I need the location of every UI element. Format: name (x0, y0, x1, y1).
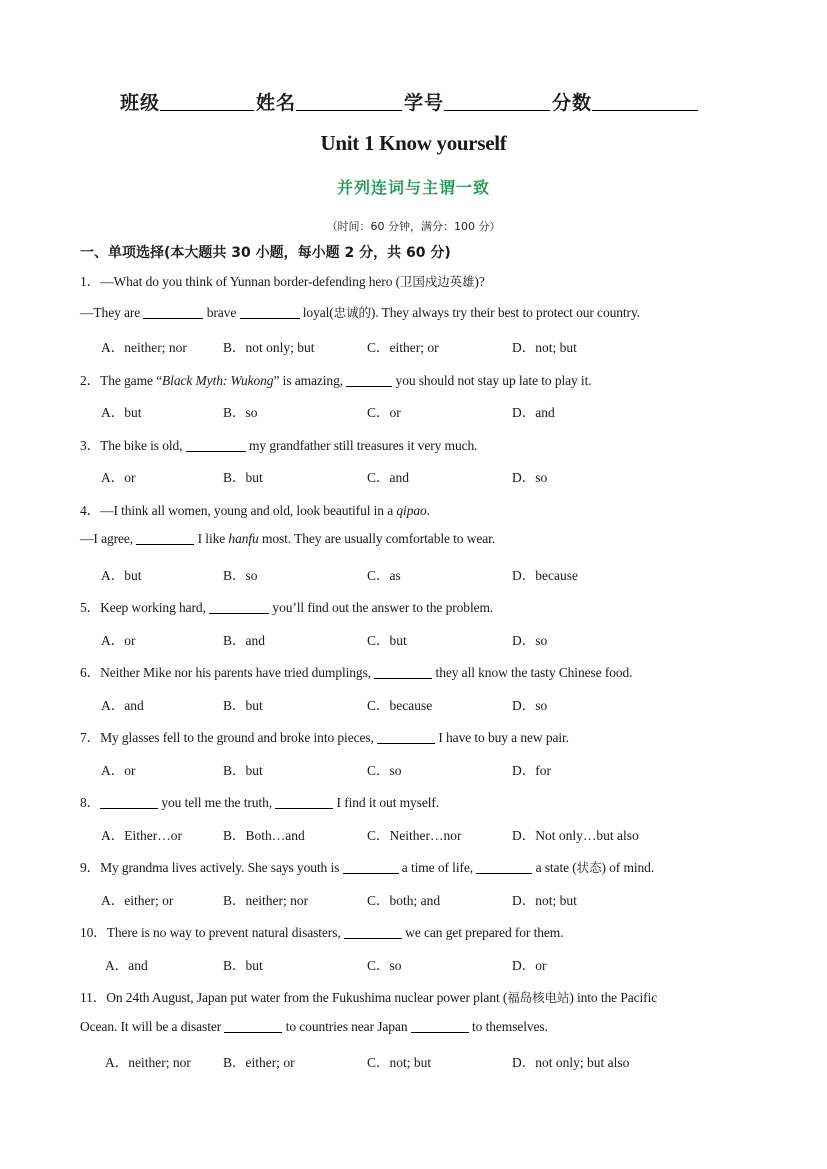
option-b[interactable]: B．so (223, 568, 258, 583)
option-b[interactable]: B．but (223, 470, 263, 485)
option-d[interactable]: D．or (512, 958, 547, 973)
answer-blank[interactable] (275, 796, 333, 809)
option-c[interactable]: C．Neither…nor (367, 828, 462, 843)
option-c[interactable]: C．but (367, 633, 407, 648)
question-1-line-1: 1．—What do you think of Yunnan border-defending hero (卫国戍边英雄)? (80, 274, 485, 289)
student-id-label: 学号 (404, 92, 445, 114)
option-d[interactable]: D．not only; but also (512, 1055, 630, 1070)
time-note: （时间：60 分钟，满分：100 分） (326, 220, 501, 233)
answer-blank[interactable] (411, 1020, 469, 1033)
option-b[interactable]: B．either; or (223, 1055, 295, 1070)
student-info-line (120, 88, 700, 115)
option-a[interactable]: A．neither; nor (105, 1055, 191, 1070)
option-a[interactable]: A．but (101, 405, 142, 420)
answer-blank[interactable] (100, 796, 158, 809)
option-a[interactable]: A．and (101, 698, 144, 713)
option-d[interactable]: D．not; but (512, 340, 577, 355)
option-d[interactable]: D．for (512, 763, 551, 778)
option-b[interactable]: B．not only; but (223, 340, 315, 355)
score-label: 分数 (552, 92, 593, 114)
option-d[interactable]: D．so (512, 470, 548, 485)
option-d[interactable]: D．so (512, 698, 548, 713)
subtitle: 并列连词与主谓一致 (336, 178, 490, 197)
option-a[interactable]: A．and (105, 958, 148, 973)
option-b[interactable]: B．but (223, 958, 263, 973)
answer-blank[interactable] (377, 731, 435, 744)
option-d[interactable]: D．because (512, 568, 578, 583)
name-label: 姓名 (256, 92, 297, 114)
question-1-line-2: —They are brave loyal(忠诚的). They always try their best to protect our country. (80, 305, 640, 320)
option-c[interactable]: C．and (367, 470, 409, 485)
option-d[interactable]: D．so (512, 633, 548, 648)
option-a[interactable]: A．neither; nor (101, 340, 187, 355)
option-b[interactable]: B．but (223, 698, 263, 713)
answer-blank[interactable] (143, 306, 203, 319)
question-8-stem: 8． you tell me the truth, I find it out myself. (80, 795, 440, 810)
name-field[interactable] (296, 92, 402, 111)
option-c[interactable]: C．so (367, 763, 402, 778)
option-c[interactable]: C．because (367, 698, 433, 713)
question-3-stem: 3．The bike is old, my grandfather still treasures it very much. (80, 438, 478, 453)
option-b[interactable]: B．and (223, 633, 265, 648)
answer-blank[interactable] (476, 861, 532, 874)
question-4-line-1: 4．—I think all women, young and old, look beautiful in a qipao. (80, 503, 430, 518)
question-4-line-2: —I agree, I like hanfu most. They are usually comfortable to wear. (80, 531, 496, 546)
answer-blank[interactable] (240, 306, 300, 319)
answer-blank[interactable] (344, 926, 402, 939)
option-d[interactable]: D．not; but (512, 893, 577, 908)
question-7-stem: 7．My glasses fell to the ground and broke into pieces, I have to buy a new pair. (80, 730, 569, 745)
option-c[interactable]: C．so (367, 958, 402, 973)
section-heading: 一、单项选择(本大题共 30 小题，每小题 2 分，共 60 分) (80, 245, 451, 261)
question-5-stem: 5．Keep working hard, you’ll find out the answer to the problem. (80, 600, 494, 615)
option-a[interactable]: A．or (101, 633, 136, 648)
option-a[interactable]: A．or (101, 763, 136, 778)
option-b[interactable]: B．but (223, 763, 263, 778)
class-label: 班级 (120, 92, 161, 114)
answer-blank[interactable] (343, 861, 399, 874)
answer-blank[interactable] (136, 532, 194, 545)
option-c[interactable]: C．as (367, 568, 401, 583)
question-11-line-2: Ocean. It will be a disaster to countries near Japan to themselves. (80, 1019, 548, 1034)
question-9-stem: 9．My grandma lives actively. She says youth is a time of life, a state (状态) of mind. (80, 860, 655, 875)
option-d[interactable]: D．Not only…but also (512, 828, 639, 843)
answer-blank[interactable] (186, 439, 246, 452)
option-a[interactable]: A．or (101, 470, 136, 485)
option-a[interactable]: A．either; or (101, 893, 174, 908)
unit-title: Unit 1 Know yourself (320, 131, 507, 155)
option-c[interactable]: C．either; or (367, 340, 439, 355)
answer-blank[interactable] (209, 601, 269, 614)
question-6-stem: 6．Neither Mike nor his parents have tried dumplings, they all know the tasty Chinese food. (80, 665, 633, 680)
student-id-field[interactable] (444, 92, 550, 111)
question-10-stem: 10．There is no way to prevent natural disasters, we can get prepared for them. (80, 925, 564, 940)
option-a[interactable]: A．Either…or (101, 828, 182, 843)
answer-blank[interactable] (346, 374, 392, 387)
option-c[interactable]: C．not; but (367, 1055, 432, 1070)
answer-blank[interactable] (374, 666, 432, 679)
option-b[interactable]: B．neither; nor (223, 893, 309, 908)
class-field[interactable] (160, 92, 254, 111)
option-a[interactable]: A．but (101, 568, 142, 583)
option-b[interactable]: B．so (223, 405, 258, 420)
question-2-stem: 2．The game “Black Myth: Wukong” is amazing, you should not stay up late to play it. (80, 373, 592, 388)
answer-blank[interactable] (224, 1020, 282, 1033)
question-11-line-1: 11．On 24th August, Japan put water from the Fukushima nuclear power plant (福岛核电站) into the Pacific (80, 990, 658, 1005)
option-d[interactable]: D．and (512, 405, 555, 420)
score-field[interactable] (592, 92, 698, 111)
option-b[interactable]: B．Both…and (223, 828, 305, 843)
option-c[interactable]: C．or (367, 405, 401, 420)
option-c[interactable]: C．both; and (367, 893, 441, 908)
